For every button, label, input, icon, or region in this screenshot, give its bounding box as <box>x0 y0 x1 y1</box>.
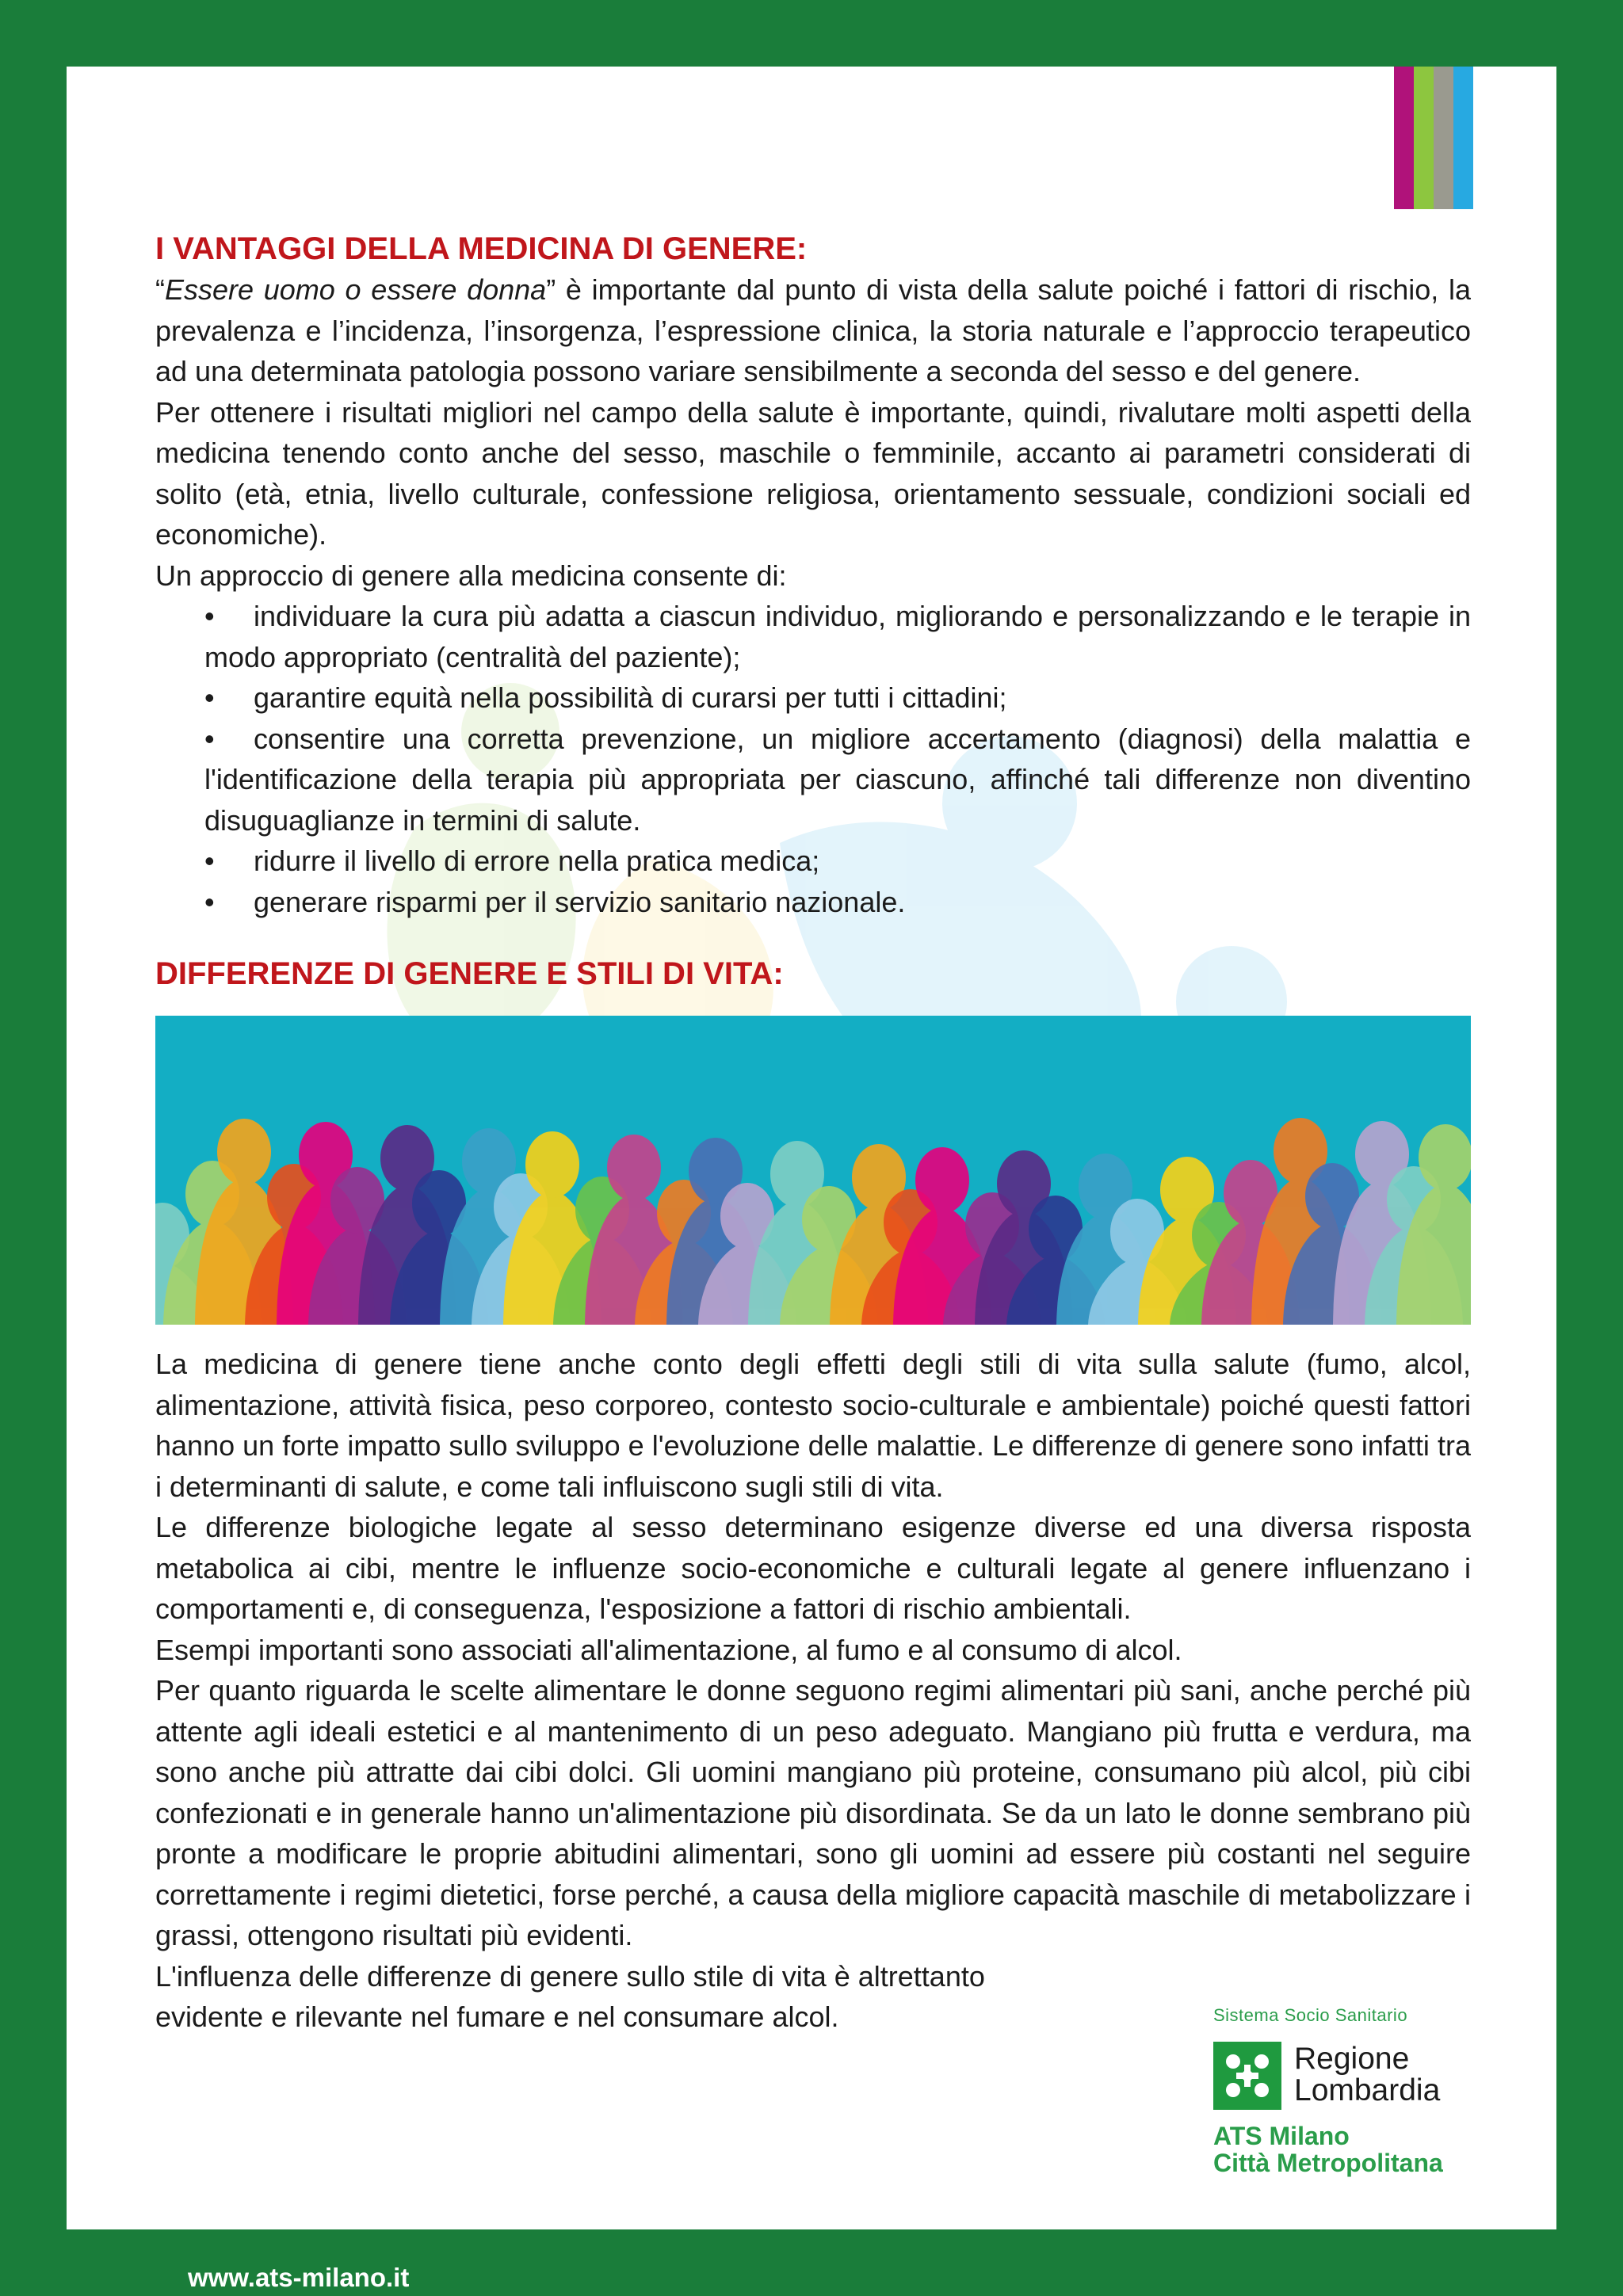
diverse-people-silhouettes-banner <box>155 1016 1471 1325</box>
list-item-text: individuare la cura più adatta a ciascun individuo, migliorando e personalizzando e le terapie in modo appropriato (centralità del paziente); <box>204 600 1471 673</box>
list-item <box>204 677 1471 719</box>
list-item-text: garantire equità nella possibilità di curarsi per tutti i cittadini; <box>254 681 1007 714</box>
logo-ats-line2: Città Metropolitana <box>1213 2149 1443 2177</box>
brand-color-stripes <box>1394 67 1473 209</box>
logo-ats-line1: ATS Milano <box>1213 2122 1350 2150</box>
bullet-icon: • <box>204 885 215 918</box>
stripe-magenta <box>1394 67 1414 209</box>
bullet-icon: • <box>204 722 215 755</box>
section2-last-paragraph: L'influenza delle differenze di genere sullo stile di vita è altrettanto evidente e rilevante nel fumare e nel consumare alcol. <box>155 1959 985 2033</box>
logo-region-line2: Lombardia <box>1294 2073 1441 2107</box>
list-item-text: generare risparmi per il servizio sanitario nazionale. <box>254 885 906 918</box>
list-item-text: consentire una corretta prevenzione, un migliore accertamento (diagnosi) della malattia e l'identificazione della terapia più appropriata per ciascuno, affinché tali differenze non diventino disuguaglianze in termini di salute. <box>204 722 1471 837</box>
section1-paragraph3: Un approccio di genere alla medicina consente di: <box>155 559 787 592</box>
section1-title: I VANTAGGI DELLA MEDICINA DI GENERE: <box>155 231 808 266</box>
logo-region-line1: Regione <box>1294 2042 1410 2076</box>
main-content <box>155 228 1471 2038</box>
list-item <box>204 841 1471 882</box>
logo-system-label: Sistema Socio Sanitario <box>1213 2005 1408 2025</box>
bullet-icon: • <box>204 681 215 714</box>
logo-region-name <box>1294 2043 1440 2107</box>
intro-quote: “ <box>155 273 165 306</box>
section1-intro <box>155 269 1471 392</box>
section2-paragraph-1: La medicina di genere tiene anche conto degli effetti degli stili di vita sulla salute (fumo, alcol, alimentazione, attività fisica, peso corporeo, contesto socio-culturale e ambientale) poiché questi fattori hanno un forte impatto sullo sviluppo e l'evoluzione delle malattie. Le differenze di genere sono infatti tra i determinanti di salute, e come tali influiscono sugli stili di vita. <box>155 1348 1471 1503</box>
stripe-green <box>1414 67 1434 209</box>
logo-ats-name <box>1213 2122 1443 2176</box>
list-item-text: ridurre il livello di errore nella pratica medica; <box>254 845 820 877</box>
bullet-icon: • <box>204 600 215 632</box>
intro-rest: ” è importante dal punto di vista della salute poiché i fattori di rischio, la prevalenza e l’incidenza, l’insorgenza, l’espressione clinica, la storia naturale e l’approccio terapeutico ad una determinata patologia possono variare sensibilmente a seconda del sesso e del genere. <box>155 273 1471 387</box>
section2-title: DIFFERENZE DI GENERE E STILI DI VITA: <box>155 956 784 991</box>
section2-paragraph-2: Le differenze biologiche legate al sesso determinano esigenze diverse ed una diversa risposta metabolica ai cibi, mentre le influenze socio-economiche e culturali legate al genere influenzano i comportamenti e, di conseguenza, l'esposizione a fattori di rischio ambientali. <box>155 1511 1471 1625</box>
footer-website-link[interactable]: www.ats-milano.it <box>188 2263 410 2292</box>
bullet-icon: • <box>204 845 215 877</box>
stripe-blue <box>1453 67 1473 209</box>
regione-lombardia-logo <box>1213 2005 1491 2177</box>
list-item <box>204 719 1471 841</box>
section1-paragraph2: Per ottenere i risultati migliori nel campo della salute è importante, quindi, rivalutare molti aspetti della medicina tenendo conto anche del sesso, maschile o femminile, accanto ai parametri considerati di solito (età, etnia, livello culturale, confessione religiosa, orientamento sessuale, condizioni sociali ed economiche). <box>155 395 1471 551</box>
stripe-grey <box>1434 67 1453 209</box>
list-item <box>204 882 1471 923</box>
section2-paragraph-4: Per quanto riguarda le scelte alimentare le donne seguono regimi alimentari più sani, anche perché più attente agli ideali estetici e al mantenimento di un peso adeguato. Mangiano più frutta e verdura, ma sono anche più attratte dai cibi dolci. Gli uomini mangiano più proteine, consumano più alcol, più cibi confezionati e in generale hanno un'alimentazione più disordinata. Se da un lato le donne sembrano più pronte a modificare le proprie abitudini alimentari, sono gli uomini ad essere più costanti nel seguire correttamente i regimi dietetici, forse perché, a causa della migliore capacità maschile di metabolizzare i grassi, ottengono risultati più evidenti. <box>155 1674 1471 1951</box>
section2-paragraph-3: Esempi importanti sono associati all'alimentazione, al fumo e al consumo di alcol. <box>155 1633 1182 1666</box>
intro-italic: Essere uomo o essere donna <box>165 273 547 306</box>
document-page <box>67 67 1556 2229</box>
list-item <box>204 596 1471 677</box>
benefits-list <box>155 596 1471 922</box>
lombardia-rose-icon <box>1213 2042 1281 2110</box>
